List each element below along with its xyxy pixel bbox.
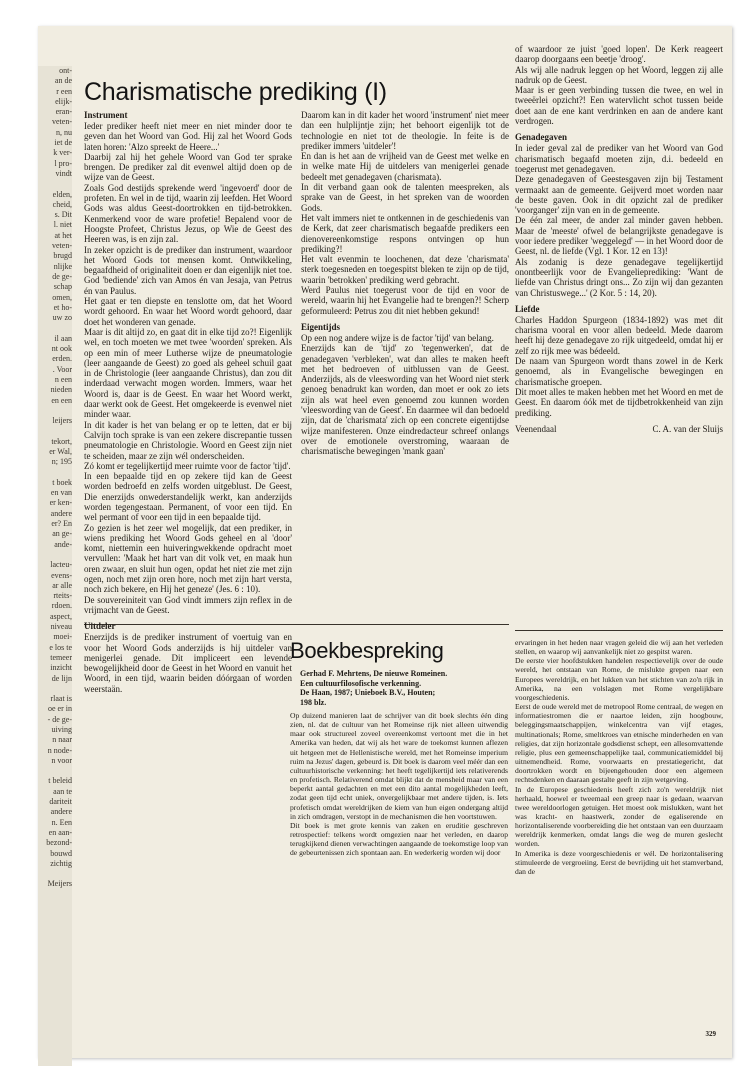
- margin-fragment: er ken-: [49, 498, 72, 508]
- paragraph: En dan is het aan de vrijheid van de Geest met welke en in welke mate Hij de uitdelers van menigerlei genade bedeelt met genadegaven (charismata).: [301, 151, 509, 182]
- paragraph: of waardoor ze juist 'goed lopen'. De Kerk reageert daarop doorgaans een beetje 'droog'.: [515, 44, 723, 65]
- margin-fragment: brugd: [53, 251, 72, 261]
- margin-fragment: er? En: [51, 519, 72, 529]
- margin-fragment: il aan: [54, 333, 72, 343]
- review-book-publisher: De Haan, 1987; Unieboek B.V., Houten;: [300, 688, 436, 697]
- margin-fragment: elden,: [52, 189, 72, 199]
- review-paragraph: In de Europese geschiedenis heeft zich zo'n wereldrijk niet herhaald, hoewel er tweemaal een greep naar is gedaan, waarvan twee wereldoorlogen getuigen. Het moest ook mislukken, want het was kracht- en haastwerk, zonder de egaliserende en horizontaliserende voorbereiding die het ontstaan van een duurzaam wereldrijk kenmerken, omdat langs die weg de muren geslecht worden.: [515, 784, 723, 849]
- margin-fragment: veten-: [52, 241, 72, 251]
- paragraph: Zó komt er tegelijkertijd meer ruimte voor de factor 'tijd'.: [84, 460, 291, 471]
- margin-fragment: moei-: [53, 632, 72, 642]
- margin-fragment: elijk-: [55, 96, 72, 106]
- review-column-2: [515, 638, 723, 876]
- margin-fragment: l. niet: [53, 220, 72, 230]
- margin-fragment: dariteit: [49, 797, 72, 807]
- magazine-page: [38, 26, 732, 1058]
- margin-fragment: de ge-: [52, 271, 72, 281]
- margin-fragment: cheid,: [52, 199, 72, 209]
- review-book-subtitle: Een cultuurfilosofische verkenning.: [300, 678, 422, 688]
- margin-fragment: ande-: [54, 539, 72, 549]
- margin-fragment: tekort,: [51, 436, 72, 446]
- adjacent-page-fragments: [38, 66, 72, 890]
- margin-fragment: uiving: [51, 725, 72, 734]
- margin-fragment: bezond-: [46, 838, 72, 848]
- margin-fragment: aan te: [53, 786, 72, 796]
- paragraph: Het valt immers niet te ontkennen in de geschiedenis van de Kerk, dat zeer charismatisch begaafde predikers een dienovereenkomstige respons ontvingen op hun prediking?!: [301, 212, 509, 254]
- article-end-rule: [515, 630, 723, 631]
- section-heading: Uitdeler: [84, 621, 116, 632]
- paragraph: De naam van Spurgeon wordt thans zowel in de Kerk genoemd, als in Evangelische bewegingen en charismatische groepen.: [515, 356, 723, 387]
- paragraph: Dit moet alles te maken hebben met het Woord en met de Geest. En daarom óók met de tijdbetrokkenheid van zijn prediking.: [515, 386, 723, 418]
- paragraph: Zo gezien is het zeer wel mogelijk, dat een prediker, in wiens prediking het Woord Gods geheel en al 'door' komt, niettemin een huiveringwekkende opdracht moet vervullen: 'Maak het hart van dit volk vet, en maak hun oren zwaar, en sluit hun ogen, opdat het niet zie met zijn ogen, noch met zijn oren hore, noch met zijn hart versta, noch zich bekere, en Hij het geneze' (Jes. 6 : 10).: [84, 522, 292, 595]
- review-paragraph: Eerst de oude wereld met de metropool Rome centraal, de wegen en informatiestromen die er naartoe leiden, zijn hoogbouw, beleggingsmaatschappijen, winkelcentra van vijf etages, multinationals; Rome, smeltkroes van etnische minderheden en van religies, dat zijn horizontale godsdienst schept, een allesomvattende religie, plus een gemeenschappelijke taal, communicatiemiddel bij uitnemendheid. Rome, voorwaarts en prestatiegericht, dat doortrokken wordt en bijeengehouden door een algemeen rechtsdenken en daaraan gestalte geeft in zijn wetgeving.: [515, 702, 723, 785]
- section-heading: Instrument: [84, 110, 128, 120]
- margin-fragment: temeer: [50, 652, 72, 662]
- margin-fragment: rdoen.: [51, 601, 72, 611]
- review-paragraph: Op duizend manieren laat de schrijver van dit boek slechts één ding zien, nl. dat de cultuur van het Romeinse rijk niet alleen uitwendig maar ook structureel zoveel overeenkomst vertoont met die in het Amerika van heden, dat wij als het ware de toekomst kunnen aflezen uit hetgeen met de Hellenistische wereld, met het Romeinse imperium ruim na Jezus' dagen, gebeurd is. Dit boek is daarom veel méér dan een cultuurhistorische verkenning: het heeft tegelijkertijd iets relativerends en profetisch. Relativerend omdat blijkt dat de mensheid maar van een beperkt aantal gedachten en met een dito aantal mogelijkheden leeft, zodat geen tijd echt uniek, onvergelijkbaar met andere tijden, is. Iets profetisch omdat wereldrijken de kiem van hun eigen ondergang altijd in zich omdragen, verstopt in de mechanismen die hen voortstuwen.: [290, 711, 508, 821]
- margin-fragment: [38, 468, 72, 478]
- margin-fragment: n. Een: [51, 817, 72, 827]
- review-paragraph: In Amerika is deze voorgeschiedenis er wél. De horizontalisering stimuleerde de vergroeiing. Eerst de bevrijding uit het stamverband, dan de: [515, 848, 723, 876]
- margin-fragment: n node-: [47, 745, 72, 755]
- margin-fragment: en aan-: [48, 827, 72, 837]
- margin-fragment: vindt: [55, 168, 72, 178]
- adjacent-page-margin: [38, 66, 72, 1066]
- margin-fragment: [38, 684, 72, 694]
- paragraph: Deze genadegaven of Geestesgaven zijn bij Testament vermaakt aan de gemeente. Geijverd moet worden naar de beste gaven. Ook in dit opzicht zal de prediker 'voorganger' zijn van en in de gemeente.: [515, 174, 723, 216]
- page-number: 329: [705, 1030, 716, 1038]
- margin-fragment: et ho-: [53, 302, 72, 312]
- margin-fragment: [38, 323, 72, 333]
- review-paragraph: Dit boek is met grote kennis van zaken en eruditie geschreven retrospectief: telkens wordt omgezien naar het verleden, en daarop terugkijkend dienen verwachtingen aangaande de toekomstige loop van de gebeurtenissen zich spontaan aan. En wederkerig worden wij door: [290, 820, 508, 858]
- margin-fragment: an ge-: [52, 529, 72, 539]
- review-book-title: Gerhad F. Mehrtens, De nieuwe Romeinen.: [300, 669, 448, 678]
- margin-fragment: . Voor: [52, 364, 72, 374]
- margin-fragment: t beleid: [48, 776, 72, 786]
- margin-fragment: r een: [56, 86, 72, 96]
- margin-fragment: [38, 406, 72, 416]
- paragraph: Ieder prediker heeft niet meer en niet minder door te geven dan het Woord van God. Hij zal het Woord Gods laten horen: 'Alzo spreekt de Heere...': [84, 121, 292, 152]
- paragraph: In zeker opzicht is de prediker dan instrument, waardoor het Woord Gods tot mensen komt. Ontwikkeling, begaafdheid of originaliteit doen er dan eigenlijk niet toe. God 'bediende' zich van Amos én van Jesaja, van Petrus én van Paulus.: [84, 244, 292, 296]
- margin-fragment: bouwd: [50, 848, 72, 858]
- paragraph: De souvereiniteit van God vindt immers zijn reflex in de vrijmacht van de Geest.: [84, 594, 292, 615]
- article-place: Veenendaal: [515, 423, 557, 434]
- margin-fragment: veten-: [52, 117, 72, 127]
- margin-fragment: schap: [53, 282, 72, 292]
- paragraph: Zoals God destijds sprekende werd 'ingevoerd' door de profeten. En wel in de tijd, waarin zij leefden. Het Woord Gods was aldus Geest-doortrokken en tijd-betrokken. Kenmerkend voor de ware profetie! Bepalend voor de Hoogste Profeet, Christus Jezus, op Wie de Geest des Heeren was, is en zijn zal.: [84, 182, 292, 245]
- paragraph: In een bepaalde tijd en op zekere tijd kan de Geest worden bedroefd en zelfs worden uitgeblust. De Geest, Die enerzijds onwederstandelijk werkt, kan anderzijds worden tegengestaan. Permanent, of voor een tijd. En wel permant of voor een tijd in een bepaalde tijd.: [84, 471, 292, 523]
- article-column-3: [515, 44, 723, 434]
- margin-fragment: [38, 869, 72, 879]
- margin-fragment: nlijke: [53, 261, 72, 271]
- margin-fragment: - de ge-: [47, 714, 72, 724]
- review-title: Boekbespreking: [290, 638, 444, 663]
- paragraph: Het valt evenmin te loochenen, dat deze 'charismata' sterk toegesneden en toegespitst bleken te zijn op de tijd, waarin 'betrokken' prediking werd gebracht.: [301, 254, 509, 285]
- paragraph: Daarom kan in dit kader het woord 'instrument' niet meer dan een hulplijntje zijn; het behoort eigenlijk tot de technologie en niet tot de theologie. In feite is de prediker immers 'uitdeler'!: [301, 110, 509, 151]
- margin-fragment: e los te: [49, 642, 72, 652]
- review-column-1: [290, 711, 508, 858]
- paragraph: In ieder geval zal de prediker van het Woord van God charismatisch begaafd moeten zijn, d.i. bedeeld en toegerust met genadegaven.: [515, 143, 723, 174]
- margin-fragment: en een: [51, 395, 72, 405]
- section-heading: Genadegaven: [515, 132, 568, 143]
- margin-fragment: inzicht: [50, 663, 72, 673]
- margin-fragment: Meijers: [47, 879, 72, 889]
- paragraph: Enerzijds kan de 'tijd' zo 'tegenwerken', dat de genadegaven 'verbleken', wat dan alles te maken heeft met het bedroeven of uitblussen van de Geest. Anderzijds, als de vleeswording van het Woord niet sterk genoeg benadrukt kan worden, dan moet er ook zo iets zijn als wat heel even genoemd zou kunnen worden 'vleeswording van de Geest'. En daarmee wil dan bedoeld zijn, dat de 'charismata' zich op een concrete eigentijdse wijze manifesteren. Onze eindredacteur schreef onlangs over de emotionele overstroming, waaraan de charismatische bewegingen 'mank gaan': [301, 343, 509, 457]
- margin-fragment: omen,: [52, 292, 72, 302]
- section-heading: Eigentijds: [301, 321, 341, 332]
- margin-fragment: niveau: [50, 622, 72, 632]
- margin-fragment: s. Dit: [54, 210, 72, 220]
- article-column-2: [301, 110, 509, 457]
- review-paragraph: ervaringen in het heden naar vragen geleid die wij aan het verleden stellen, en waarop wij aanvankelijk niet zo gespitst waren.: [515, 638, 723, 657]
- paragraph: Daarbij zal hij het gehele Woord van God ter sprake brengen. De prediker zal dit evenwel altijd doen op de wijze van de Geest.: [84, 151, 292, 183]
- margin-fragment: rlaat is: [50, 694, 72, 704]
- paragraph: In dit kader is het van belang er op te letten, dat er bij Calvijn toch sprake is van een zekere discrepantie tussen pneumatologie en Christologie. Woord en Geest zijn niet te scheiden, maar ze zijn wél onderscheiden.: [84, 419, 292, 461]
- margin-fragment: n, nu: [56, 127, 72, 137]
- margin-fragment: iet de: [54, 138, 72, 148]
- paragraph: Werd Paulus niet toegerust voor de tijd en voor de wereld, waarin hij het Evangelie had te brengen?! Scherp geformuleerd: Petrus zou dit niet hebben gekund!: [301, 285, 509, 316]
- margin-fragment: [38, 766, 72, 776]
- paragraph: Het gaat er ten diepste en tenslotte om, dat het Woord wordt gehoord. En waar het Woord wordt gehoord, daar doet het wonderen van genade.: [84, 296, 292, 327]
- margin-fragment: en van: [50, 488, 72, 498]
- margin-fragment: ar alle: [52, 580, 72, 590]
- margin-fragment: de lijn: [51, 673, 72, 683]
- margin-fragment: ont-: [59, 66, 72, 75]
- margin-fragment: oe er in: [48, 704, 72, 714]
- margin-fragment: an de: [54, 76, 72, 86]
- paragraph: Op een nog andere wijze is de factor 'tijd' van belang.: [301, 332, 494, 343]
- margin-fragment: [38, 426, 72, 436]
- margin-fragment: k ver-: [53, 148, 72, 158]
- paragraph: Als wij alle nadruk leggen op het Woord, leggen zij alle nadruk op de Geest.: [515, 64, 723, 85]
- article-column-1: [84, 110, 292, 694]
- margin-fragment: n een: [54, 374, 72, 384]
- review-book-info: [300, 669, 508, 707]
- paragraph: Maar is dit altijd zo, en gaat dit in elke tijd zo?! Eigenlijk wel, en toch moeten we met twee 'woorden' spreken. Als op een min of meer Lutherse wijze de pneumatologie (leer aangaande de Geest) zo goed als geheel schuil gaat in de Christologie (leer aangaande Christus), dan zou dit inderdaad verwacht mogen worden. Immers, waar het Woord is, daar is de Geest. En waar het Woord werkt, daar werkt ook de Geest. Het omgekeerde is evenwel niet minder waar.: [84, 326, 292, 420]
- section-heading: Liefde: [515, 303, 540, 314]
- margin-fragment: erden.: [52, 354, 72, 364]
- margin-fragment: [38, 550, 72, 560]
- article-author: C. A. van der Sluijs: [652, 423, 723, 434]
- margin-fragment: uw zo: [52, 313, 72, 323]
- margin-fragment: eran-: [55, 107, 72, 117]
- review-book-pages: 198 blz.: [300, 697, 327, 707]
- article-title: Charismatische prediking (I): [84, 78, 387, 106]
- paragraph: Als zodanig is deze genadegave tegelijkertijd onontbeerlijk voor de Evangelieprediking: 'Want de liefde van Christus dringt ons... Zo zijn wij dan gezanten van Christuswege...' (2 Kor. 5 : 14, 20).: [515, 256, 723, 298]
- margin-fragment: l pro-: [54, 158, 72, 168]
- paragraph: Enerzijds is de prediker instrument of voertuig van en voor het Woord Gods anderzijds is hij uitdeler van menigerlei genade. Dit impliceert een levende bewogelijkheid door de Geest in het Woord en vanuit het Woord, in een tijd, waarin beiden dóórgaan of worden weerstaän.: [84, 632, 292, 694]
- margin-fragment: andere: [50, 508, 72, 518]
- margin-fragment: [38, 179, 72, 189]
- margin-fragment: n voor: [51, 755, 72, 765]
- margin-fragment: zichtig: [50, 858, 72, 868]
- margin-fragment: n naar: [52, 735, 72, 745]
- margin-fragment: lacteu-: [50, 560, 72, 570]
- article-signature: [515, 424, 723, 434]
- margin-fragment: at het: [54, 230, 72, 240]
- margin-fragment: nt ook: [51, 344, 72, 354]
- margin-fragment: leijers: [52, 416, 72, 426]
- margin-fragment: aspect,: [50, 611, 72, 621]
- margin-fragment: nieden: [50, 385, 72, 395]
- paragraph: De één zal meer, de ander zal minder gaven hebben. Maar de 'meeste' ofwel de belangrijkste genadegave is voor iedere prediker 'weggelegd' — in het Woord door de Geest, nl. de liefde (Vgl. 1 Kor. 12 en 13)!: [515, 215, 723, 257]
- margin-fragment: andere: [50, 807, 72, 817]
- article-column-3-body: [515, 44, 723, 418]
- review-paragraph: De eerste vier hoofdstukken handelen respectievelijk over de oude wereld, het ontstaan van Rome, de mislukte grepen naar een Europees wereldrijk, en het lukken van het stichten van zo'n rijk in Amerika, na een volslagen met Rome vergelijkbare voorgeschiedenis.: [515, 656, 723, 702]
- paragraph: In dit verband gaan ook de talenten meespreken, als sprake van de Geest, in het spreken van de woorden Gods.: [301, 182, 509, 213]
- margin-fragment: n; 195: [51, 457, 72, 467]
- margin-fragment: rteits-: [53, 591, 72, 601]
- paragraph: Charles Haddon Spurgeon (1834-1892) was met dit charisma vooral en voor allen bedeeld. Mede daarom heeft hij deze genadegave zo rijk uitgedeeld, omdat hij er zelf zo rijk mee was bédeeld.: [515, 314, 723, 356]
- margin-fragment: evens-: [51, 570, 72, 580]
- margin-fragment: t boek: [52, 477, 72, 487]
- paragraph: Maar is er geen verbinding tussen die twee, en wel in tweeërlei opzicht?! Een watervlicht schot tussen beide doet aan de ene kant verdrinken en aan de andere kant verdrogen.: [515, 85, 723, 127]
- margin-fragment: er Wal,: [49, 446, 72, 456]
